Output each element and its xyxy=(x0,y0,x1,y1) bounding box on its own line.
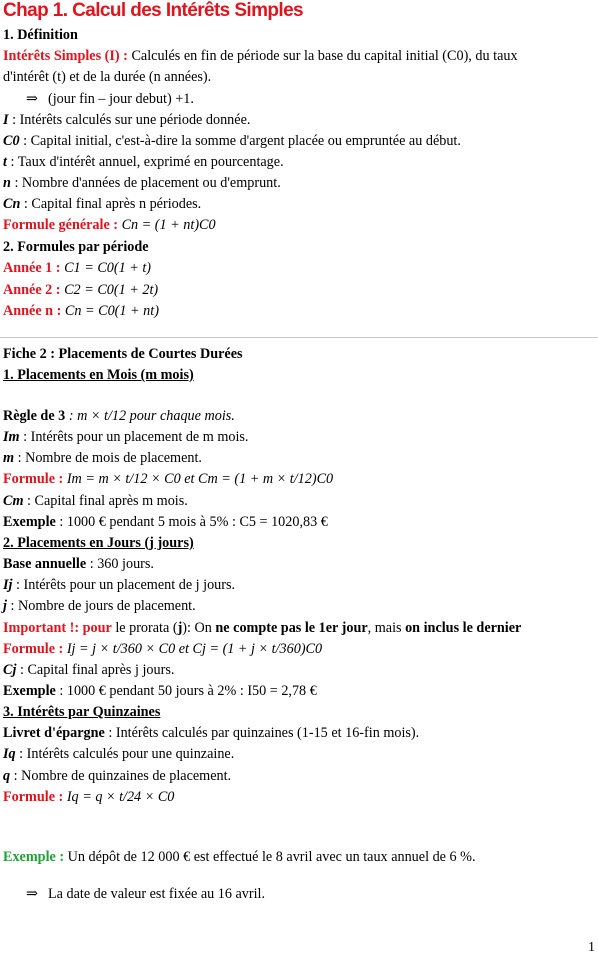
final-example-text: Un dépôt de 12 000 € est effectué le 8 avril avec un taux annuel de 6 %. xyxy=(64,849,476,865)
general-formula-text: Cn = (1 + nt)C0 xyxy=(118,217,216,233)
var-Cn-label: Cn xyxy=(3,196,21,212)
months-formula-text: Im = m × t/12 × C0 et Cm = (1 + m × t/12)C0 xyxy=(63,471,334,487)
var-Cn-text: : Capital final après n périodes. xyxy=(20,196,202,212)
rule-of-three-label: Règle de 3 xyxy=(3,408,66,424)
days-example-line xyxy=(3,682,317,700)
important-label: Important !: pour xyxy=(3,620,112,636)
year-1-label: Année 1 : xyxy=(3,260,61,276)
year-n-label: Année n : xyxy=(3,303,62,319)
days-formula-label: Formule : xyxy=(3,641,64,657)
var-Ij-label: Ij xyxy=(3,577,13,593)
savings-line xyxy=(3,724,419,742)
var-n-label: n xyxy=(3,175,11,191)
definition-arrow-text: (jour fin – jour debut) +1. xyxy=(48,91,194,107)
days-example-text: : 1000 € pendant 50 jours à 2% : I50 = 2,78 € xyxy=(55,683,317,699)
definition-label: Intérêts Simples (I) : xyxy=(3,48,128,64)
var-t-line xyxy=(3,153,284,171)
var-Im-line xyxy=(3,428,248,446)
var-Cj-label: Cj xyxy=(3,662,17,678)
important-j: j xyxy=(177,620,183,636)
year-2-line xyxy=(3,281,158,299)
months-example-text: : 1000 € pendant 5 mois à 5% : C5 = 1020,83 € xyxy=(55,514,328,530)
months-formula-label: Formule : xyxy=(3,471,64,487)
var-Iq-label: Iq xyxy=(3,746,16,762)
base-year-label: Base annuelle xyxy=(3,556,87,572)
months-example-line xyxy=(3,513,328,531)
important-text-1: le prorata ( xyxy=(111,620,178,636)
section-formulas-heading: 2. Formules par période xyxy=(3,239,149,255)
months-section-heading: 1. Placements en Mois (m mois) xyxy=(3,367,194,383)
fiche2-heading: Fiche 2 : Placements de Courtes Durées xyxy=(3,346,243,362)
definition-text-2: d'intérêt (t) et de la durée (n années). xyxy=(3,69,212,85)
var-Cm-label: Cm xyxy=(3,493,24,509)
var-n-text: : Nombre d'années de placement ou d'emprunt. xyxy=(10,175,281,191)
fortnight-section-heading: 3. Intérêts par Quinzaines xyxy=(3,704,161,720)
rule-of-three-text: : m × t/12 pour chaque mois. xyxy=(65,408,235,424)
var-C0-text: : Capital initial, c'est-à-dire la somme d'argent placée ou empruntée au début. xyxy=(19,133,461,149)
months-example-label: Exemple xyxy=(3,514,56,530)
final-example-arrow-line xyxy=(26,885,265,903)
var-Iq-text: : Intérêts calculés pour une quinzaine. xyxy=(15,746,235,762)
important-text-2: ): On xyxy=(182,620,216,636)
base-year-line xyxy=(3,555,154,573)
var-j-line xyxy=(3,597,196,615)
var-q-label: q xyxy=(3,768,11,784)
base-year-text: : 360 jours. xyxy=(86,556,154,572)
final-example-arrow-text: La date de valeur est fixée au 16 avril. xyxy=(48,886,266,902)
definition-text-1: Calculés en fin de période sur la base du capital initial (C0), du taux xyxy=(127,48,518,64)
implies-arrow-icon: ⇒ xyxy=(26,886,38,902)
savings-label: Livret d'épargne xyxy=(3,725,105,741)
var-Im-label: Im xyxy=(3,429,20,445)
page-title: Chap 1. Calcul des Intérêts Simples xyxy=(3,0,303,21)
var-I-label: I xyxy=(3,112,9,128)
var-I-line xyxy=(3,111,250,129)
var-I-text: : Intérêts calculés sur une période donnée. xyxy=(8,112,251,128)
var-n-line xyxy=(3,174,281,192)
important-bold-2: on inclus le dernier xyxy=(405,620,522,636)
general-formula-label: Formule générale : xyxy=(3,217,119,233)
important-bold-1: ne compte pas le 1er jour xyxy=(215,620,368,636)
var-t-label: t xyxy=(3,154,7,170)
var-Cj-line xyxy=(3,661,174,679)
page-number: 1 xyxy=(588,940,595,955)
var-t-text: : Taux d'intérêt annuel, exprimé en pourcentage. xyxy=(6,154,284,170)
year-2-label: Année 2 : xyxy=(3,282,61,298)
var-Ij-line xyxy=(3,576,235,594)
days-section-heading: 2. Placements en Jours (j jours) xyxy=(3,535,194,551)
final-example-label: Exemple : xyxy=(3,849,65,865)
var-Im-text: : Intérêts pour un placement de m mois. xyxy=(19,429,249,445)
definition-arrow-line xyxy=(26,90,194,108)
final-example-line xyxy=(3,848,476,866)
divider xyxy=(0,337,598,338)
rule-of-three-line xyxy=(3,407,235,425)
var-m-text: : Nombre de mois de placement. xyxy=(14,450,202,466)
definition-line-1 xyxy=(3,47,518,65)
year-1-text: C1 = C0(1 + t) xyxy=(60,260,152,276)
days-formula-line xyxy=(3,640,322,658)
important-text-3: , mais xyxy=(367,620,406,636)
var-j-label: j xyxy=(3,598,7,614)
year-n-line xyxy=(3,302,159,320)
implies-arrow-icon: ⇒ xyxy=(26,91,38,107)
savings-text: : Intérêts calculés par quinzaines (1-15 et 16-fin mois). xyxy=(104,725,420,741)
fortnight-formula-text: Iq = q × t/24 × C0 xyxy=(63,789,175,805)
section-definition-heading: 1. Définition xyxy=(3,27,78,43)
important-line xyxy=(3,619,521,637)
fortnight-formula-line xyxy=(3,788,174,806)
months-formula-line xyxy=(3,470,333,488)
var-m-label: m xyxy=(3,450,15,466)
var-Iq-line xyxy=(3,745,234,763)
days-formula-text: Ij = j × t/360 × C0 et Cj = (1 + j × t/360)C0 xyxy=(63,641,323,657)
var-C0-label: C0 xyxy=(3,133,20,149)
var-Cj-text: : Capital final après j jours. xyxy=(16,662,175,678)
var-q-line xyxy=(3,767,231,785)
fortnight-formula-label: Formule : xyxy=(3,789,64,805)
days-example-label: Exemple xyxy=(3,683,56,699)
var-j-text: : Nombre de jours de placement. xyxy=(6,598,196,614)
var-q-text: : Nombre de quinzaines de placement. xyxy=(10,768,232,784)
year-1-line xyxy=(3,259,151,277)
var-Cm-line xyxy=(3,492,188,510)
var-Ij-text: : Intérêts pour un placement de j jours. xyxy=(12,577,236,593)
year-2-text: C2 = C0(1 + 2t) xyxy=(60,282,159,298)
var-Cm-text: : Capital final après m mois. xyxy=(23,493,188,509)
year-n-text: Cn = C0(1 + nt) xyxy=(61,303,159,319)
var-Cn-line xyxy=(3,195,201,213)
general-formula-line xyxy=(3,216,216,234)
var-C0-line xyxy=(3,132,461,150)
var-m-line xyxy=(3,449,202,467)
